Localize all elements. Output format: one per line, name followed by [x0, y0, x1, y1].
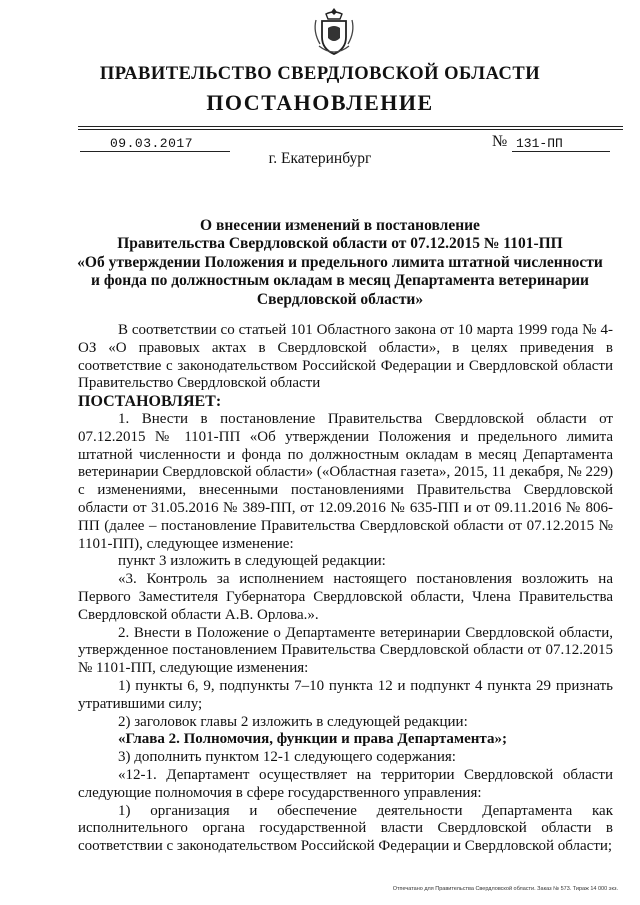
decree-title — [70, 217, 610, 309]
title-line: и фонда по должностным окладам в месяц Департамента ветеринарии — [91, 272, 589, 290]
print-note: Отпечатано для Правительства Свердловской области. Заказ № 573. Тираж 14 000 экз. — [392, 886, 618, 892]
header-divider-thin — [78, 129, 623, 130]
item-12-1-paragraph: «12-1. Департамент осуществляет на территории Свердловской области следующие полномочия в сфере государственного управления: — [78, 766, 613, 801]
item-2-sub-1: 1) пункты 6, 9, подпункты 7–10 пункта 12 и подпункт 4 пункта 29 признать утратившими силу; — [78, 677, 613, 712]
title-line: Свердловской области» — [256, 290, 424, 308]
resolves-heading: ПОСТАНОВЛЯЕТ: — [78, 393, 222, 411]
header-divider — [78, 126, 623, 127]
item-2-sub-2: 2) заголовок главы 2 изложить в следующей редакции: — [118, 713, 468, 730]
decree-body — [78, 322, 613, 856]
number-label: № — [492, 133, 508, 150]
title-line: «Об утверждении Положения и предельного лимита штатной численности — [77, 253, 603, 271]
title-line: Правительства Свердловской области от 07.12.2015 № 1101-ПП — [117, 235, 563, 253]
decree-date: 09.03.2017 — [80, 136, 230, 152]
item-1-paragraph: 1. Внести в постановление Правительства Свердловской области от 07.12.2015 № 1101-ПП «Об утверждении Положения и предельного лимита штатной численности и фонда по должностным окладам в месяц Департамента ветеринарии Свердловской области» («Областная газета», 2015, 11 декабря, № 229) с изменениями, внесенными постановлениями Правительства Свердловской области от 31.05.2016 № 389-ПП, от 12.09.2016 № 635-ПП и от 09.11.2016 № 806-ПП (далее – постановление Правительства Свердловской области от 07.12.2015 № 1101-ПП), следующее изменение: — [78, 410, 613, 552]
title-line: О внесении изменений в постановление — [200, 217, 480, 234]
document-type: ПОСТАНОВЛЕНИЕ — [206, 90, 434, 115]
item-12-1-sub-1: 1) организация и обеспечение деятельности Департамента как исполнительного органа государственной власти Свердловской области в соответствии с законодательством Российской Федерации и Свердловской области; — [78, 802, 613, 855]
item-1-new-text: «3. Контроль за исполнением настоящего постановления возложить на Первого Заместителя Губернатора Свердловской области, Члена Правительства Свердловской области А.В. Орлова.». — [78, 571, 613, 623]
authority-name: ПРАВИТЕЛЬСТВО СВЕРДЛОВСКОЙ ОБЛАСТИ — [99, 64, 541, 84]
decree-number: 131-ПП — [512, 136, 610, 152]
item-2-paragraph: 2. Внести в Положение о Департаменте ветеринарии Свердловской области, утвержденное постановлением Правительства Свердловской области от 07.12.2015 № 1101-ПП, следующие изменения: — [78, 624, 613, 677]
city: г. Екатеринбург — [268, 150, 372, 167]
coat-of-arms-icon — [312, 6, 356, 58]
chapter-2-heading: «Глава 2. Полномочия, функции и права Департамента»; — [118, 731, 507, 748]
preamble-paragraph: В соответствии со статьей 101 Областного закона от 10 марта 1999 года № 4-ОЗ «О правовых актах в Свердловской области», в целях приведения в соответствие с законодательством Российской Федерации и Свердловской области Правительство Свердловской области — [78, 322, 613, 392]
item-2-sub-3: 3) дополнить пунктом 12-1 следующего содержания: — [118, 749, 456, 766]
item-1-instruction: пункт 3 изложить в следующей редакции: — [118, 553, 386, 570]
